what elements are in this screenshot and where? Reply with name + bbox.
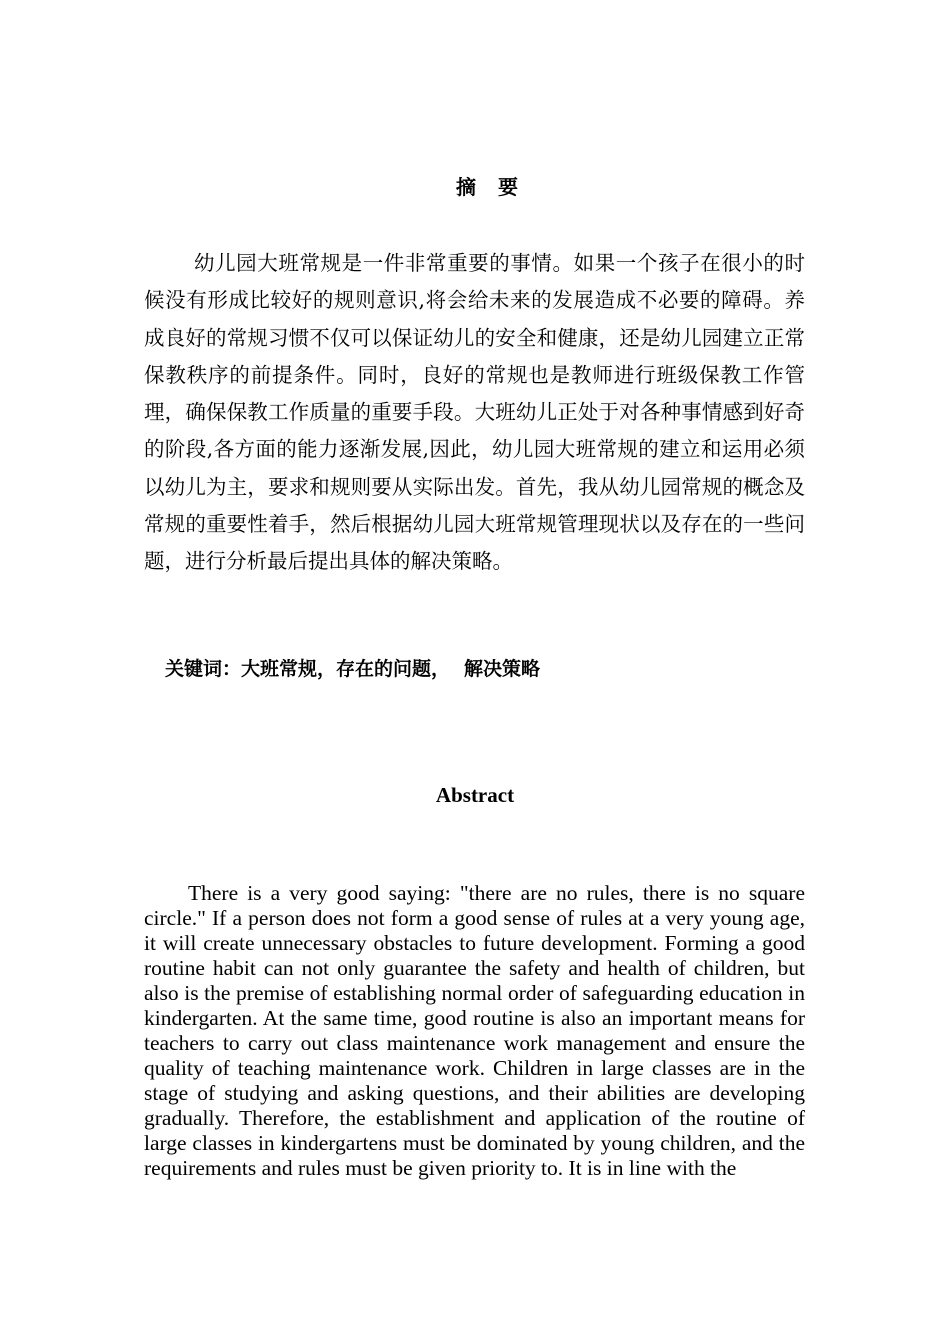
keywords-label: 关键词： — [165, 658, 242, 680]
chinese-abstract-title: 摘要 — [456, 175, 540, 199]
chinese-keywords — [165, 654, 540, 684]
english-abstract-body: There is a very good saying: "there are no rules, there is no square circle." If a person does not form a good sense of rules at a very young age, it will create unnecessary obstacles to future development. Forming a good routine habit can not only guarantee the safety and health of children, but also is the premise of establishing normal order of safeguarding education in kindergarten. At the same time, good routine is also an important means for teachers to carry out class maintenance work management and ensure the quality of teaching maintenance work. Children in large classes are in the stage of studying and asking questions, and their abilities are developing gradually. Therefore, the establishment and application of the routine of large classes in kindergartens must be dominated by young children, and the requirements and rules must be given priority to. It is in line with the — [144, 881, 805, 1180]
english-abstract-title: Abstract — [435, 783, 515, 807]
keywords-list: 大班常规，存在的问题， — [241, 658, 451, 680]
chinese-abstract-body: 幼儿园大班常规是一件非常重要的事情。如果一个孩子在很小的时候没有形成比较好的规则意识,将会给未来的发展造成不必要的障碍。养成良好的常规习惯不仅可以保证幼儿的安全和健康，还是幼儿园建立正常保教秩序的前提条件。同时，良好的常规也是教师进行班级保教工作管理，确保保教工作质量的重要手段。大班幼儿正处于对各种事情感到好奇的阶段,各方面的能力逐渐发展,因此，幼儿园大班常规的建立和运用必须以幼儿为主，要求和规则要从实际出发。首先，我从幼儿园常规的概念及常规的重要性着手，然后根据幼儿园大班常规管理现状以及存在的一些问题，进行分析最后提出具体的解决策略。 — [144, 251, 805, 574]
keywords-last: 解决策略 — [464, 658, 541, 680]
